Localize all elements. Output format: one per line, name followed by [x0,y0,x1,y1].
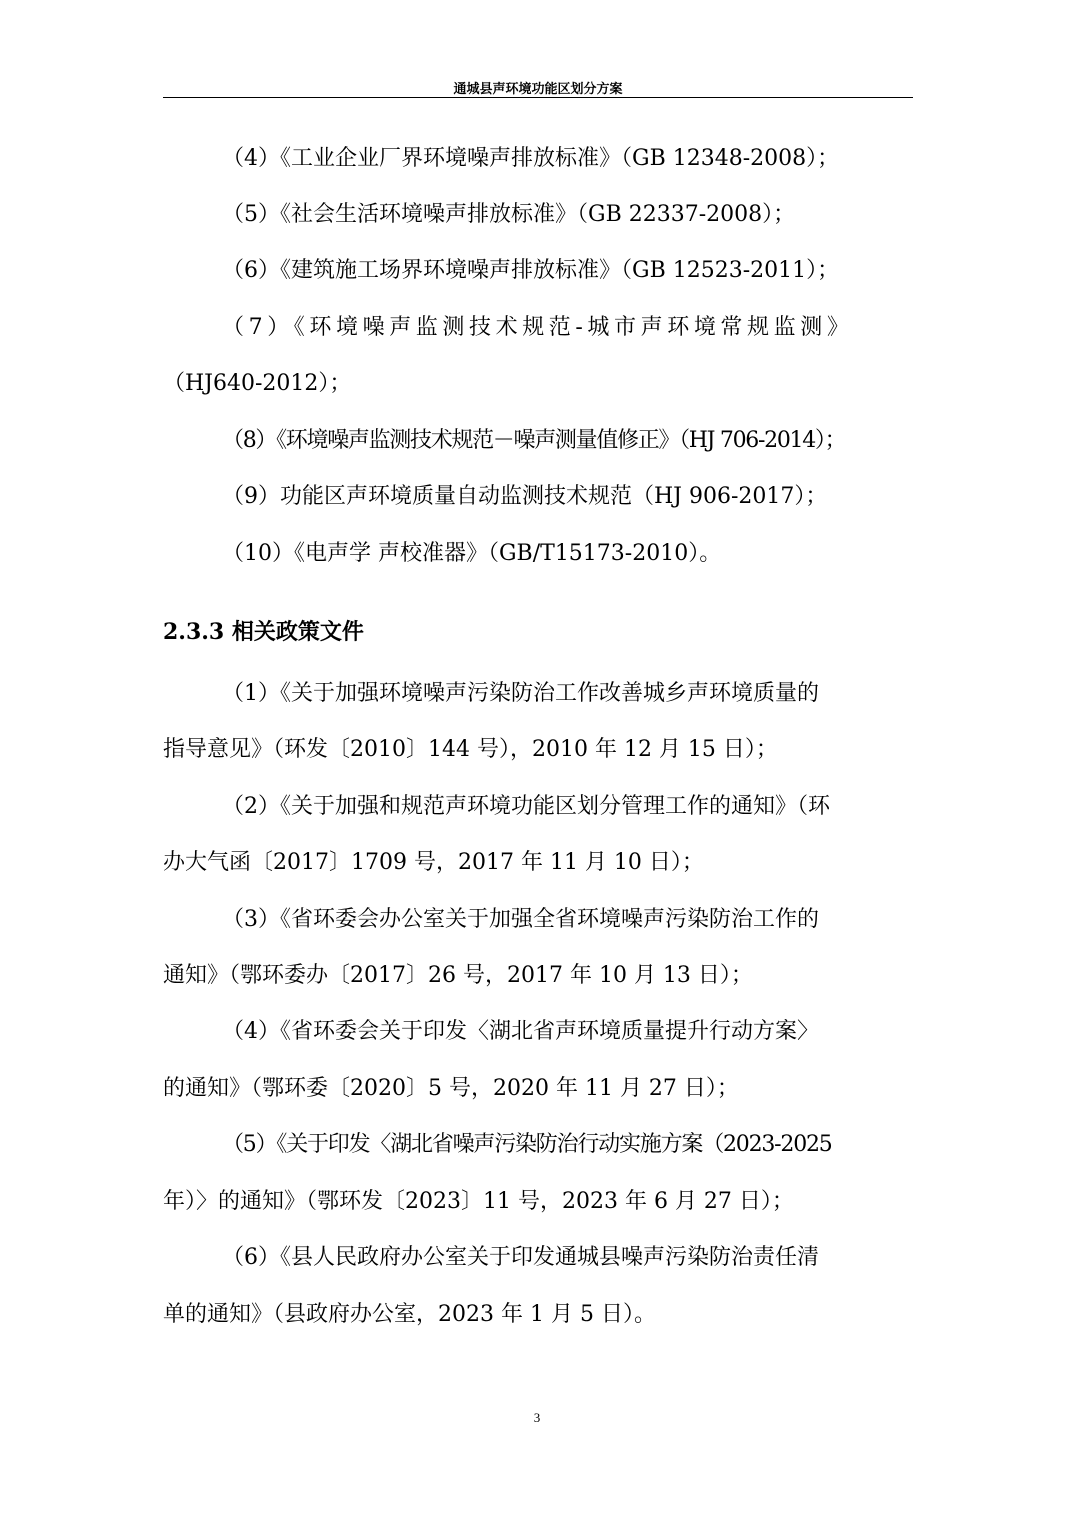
policy-item-4-cont: 的通知》（鄂环委〔2020〕5 号，2020 年 11 月 27 日）； [163,1076,739,1101]
policy-item-4: （4）《省环委会关于印发〈湖北省声环境质量提升行动方案〉 [222,1019,819,1044]
standard-item-4: （4）《工业企业厂界环境噪声排放标准》（GB 12348-2008）； [222,146,840,171]
policy-item-3: （3）《省环委会办公室关于加强全省环境噪声污染防治工作的 [222,907,819,932]
standard-item-7-cont: （HJ640-2012）； [163,371,352,396]
policy-item-1-cont: 指导意见》（环发〔2010〕144 号），2010 年 12 月 15 日）； [163,737,778,762]
standard-item-5: （5）《社会生活环境噪声排放标准》（GB 22337-2008）； [222,202,796,227]
policy-item-5-cont: 年）〉的通知》（鄂环发〔2023〕11 号，2023 年 6 月 27 日）； [163,1189,794,1214]
header-divider [163,97,913,98]
policy-item-2: （2）《关于加强和规范声环境功能区划分管理工作的通知》（环 [222,794,830,819]
policy-item-2-cont: 办大气函〔2017〕1709 号，2017 年 11 月 10 日）； [163,850,704,875]
policy-item-3-cont: 通知》（鄂环委办〔2017〕26 号，2017 年 10 月 13 日）； [163,963,753,988]
policy-item-5: （5）《关于印发〈湖北省噪声污染防治行动实施方案（2023-2025 [222,1132,832,1157]
page-number: 3 [533,1410,541,1425]
standard-item-6: （6）《建筑施工场界环境噪声排放标准》（GB 12523-2011）； [222,258,840,283]
standard-item-10: （10）《电声学 声校准器》（GB/T15173-2010）。 [222,541,722,566]
policy-item-1: （1）《关于加强环境噪声污染防治工作改善城乡声环境质量的 [222,681,819,706]
policy-item-6-cont: 单的通知》（县政府办公室，2023 年 1 月 5 日）。 [163,1302,656,1327]
standard-item-8: （8）《环境噪声监测技术规范－噪声测量值修正》（HJ 706-2014）； [222,428,846,453]
standard-item-9: （9）功能区声环境质量自动监测技术规范（HJ 906-2017）； [222,484,828,509]
section-heading: 2.3.3 相关政策文件 [163,619,364,645]
running-header: 通城县声环境功能区划分方案 [453,82,623,97]
standard-item-7: （7）《环境噪声监测技术规范-城市声环境常规监测》 [222,315,854,340]
policy-item-6: （6）《县人民政府办公室关于印发通城县噪声污染防治责任清 [222,1245,819,1270]
